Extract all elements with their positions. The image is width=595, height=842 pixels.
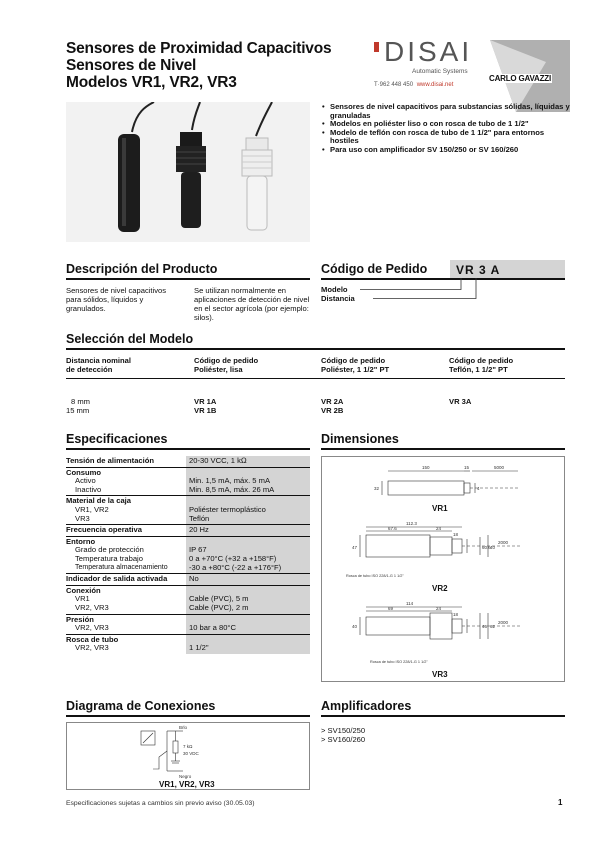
dim-vr3-total: 114	[406, 601, 414, 606]
sensor-photo-illustration	[66, 102, 310, 242]
dim-vr2-thread-len: 24	[436, 526, 442, 531]
product-description-heading: Descripción del Producto	[66, 262, 218, 276]
spec-label-line: VR2, VR3	[75, 623, 109, 633]
spec-label-line: Rosca de tubo	[66, 634, 119, 644]
selection-header-rule	[66, 378, 565, 379]
table-cell: VR 2A	[321, 397, 344, 406]
spec-value-line: 1 1/2"	[189, 643, 209, 653]
connection-diagram-heading: Diagrama de Conexiones	[66, 699, 216, 713]
dim-vr2-thread-note: Rosca de tubo ISO 228/1-G 1 1/2"	[346, 574, 404, 578]
spec-value	[186, 634, 310, 654]
spec-label-line: Conexión	[66, 585, 101, 595]
spec-label-line: Inactivo	[75, 484, 102, 494]
spec-label-line: Consumo	[66, 467, 102, 477]
header-line: Teflón, 1 1/2" PT	[449, 364, 508, 374]
resistor-label: 7 kΩ	[183, 744, 193, 749]
dim-caption-vr1: VR1	[432, 504, 448, 513]
dim-vr3-body: 69	[388, 606, 394, 611]
spec-label	[66, 585, 186, 614]
section-rule	[66, 348, 565, 350]
spec-label-line: VR2, VR3	[75, 643, 109, 653]
spec-row	[66, 614, 310, 634]
spec-label-line: Grado de protección	[75, 545, 144, 555]
title-line-2: Sensores de Nivel	[66, 57, 197, 74]
spec-value	[186, 456, 310, 467]
connection-caption: VR1, VR2, VR3	[159, 780, 215, 789]
spec-row	[66, 536, 310, 573]
section-rule	[321, 715, 565, 717]
dim-vr3-outer-diameter: 62	[490, 624, 496, 629]
specifications-heading: Especificaciones	[66, 432, 168, 446]
table-cell: 15 mm	[66, 405, 90, 415]
dimensions-drawing-box	[321, 456, 565, 682]
spec-label-line: Frecuencia operativa	[66, 525, 142, 535]
dim-vr2-cap: 18	[453, 532, 459, 537]
spec-label-line: Tensión de alimentación	[66, 456, 155, 465]
spec-value-line: -30 a +80°C (-22 a +176°F)	[189, 562, 282, 572]
amplifier-list	[321, 726, 365, 744]
dim-caption-vr3: VR3	[432, 670, 448, 679]
selection-header-polyester-thread	[321, 357, 389, 374]
spec-label	[66, 536, 186, 573]
dim-vr2-total: 112.3	[406, 521, 417, 526]
amplifier-item: > SV160/260	[321, 735, 366, 744]
wire-brown-label: Brlo	[179, 725, 188, 730]
spec-row	[66, 574, 310, 586]
spec-value-line: Min. 8,5 mA, máx. 26 mA	[189, 484, 275, 494]
dim-caption-vr2: VR2	[432, 584, 448, 593]
title-line-1: Sensores de Proximidad Capacitivos	[66, 40, 332, 57]
spec-label	[66, 467, 186, 496]
spec-value	[186, 574, 310, 586]
footer-note: Especificaciones sujetas a cambios sin previo aviso (30.05.03)	[66, 800, 255, 807]
spec-value-line: IP 67	[189, 545, 207, 555]
spec-label-line: Presión	[66, 614, 94, 624]
spec-label	[66, 574, 186, 586]
feature-item: • Modelo de teflón con rosca de tubo de 1 1/2" para entornos hostiles	[322, 129, 572, 146]
table-cell: VR 1B	[194, 405, 217, 415]
dim-vr2-outer-diameter: 40	[490, 545, 496, 550]
feature-list	[322, 103, 572, 155]
header-line: Código de pedido	[194, 356, 259, 365]
dim-vr2-thread-diameter: 60.6	[482, 545, 491, 550]
disai-logo-text: DISAI	[384, 36, 473, 67]
selection-header-polyester-smooth	[194, 357, 258, 374]
dimensions-heading: Dimensiones	[321, 432, 399, 446]
model-selection-heading: Selección del Modelo	[66, 332, 194, 346]
spec-table	[66, 456, 310, 654]
wire-black-label: Negro	[179, 774, 192, 779]
spec-value-line: Cable (PVC), 2 m	[189, 602, 249, 612]
spec-value	[186, 467, 310, 496]
header-line: Poliéster, 1 1/2" PT	[321, 364, 390, 374]
dim-vr3-cable: 2000	[498, 620, 509, 625]
feature-item: • Para uso con amplificador SV 150/250 or SV 160/260	[322, 146, 572, 155]
product-photo	[66, 102, 310, 242]
spec-value	[186, 525, 310, 537]
spec-label-line: VR1	[75, 594, 90, 604]
header-line: Código de pedido	[321, 356, 386, 365]
spec-label	[66, 456, 186, 467]
document-title	[66, 40, 331, 91]
spec-label-line: VR1, VR2	[75, 504, 109, 514]
header-line: de detección	[66, 364, 113, 374]
spec-row	[66, 525, 310, 537]
dim-vr3-cap: 18	[453, 612, 459, 617]
table-cell: VR 1A	[194, 397, 217, 406]
carlo-gavazzi-text: CARLO GAVAZZI	[489, 74, 551, 83]
selection-col-vr1	[194, 398, 216, 415]
spec-row	[66, 467, 310, 496]
spec-value-line: 20 Hz	[189, 525, 209, 535]
spec-value-line: 0 a +70°C (+32 a +158°F)	[189, 553, 277, 563]
disai-web: www.disai.net	[416, 82, 454, 88]
spec-value-line: 20-30 VCC, 1 kΩ	[189, 456, 247, 465]
dim-vr3-thread-note: Rosca de tubo ISO 228/1-G 1 1/2"	[370, 660, 428, 664]
spec-value	[186, 585, 310, 614]
spec-value-line: Teflón	[189, 513, 210, 523]
product-description-col1: Sensores de nivel capacitivos para sólidos, líquidos y granulados.	[66, 286, 167, 313]
spec-label-line: VR2, VR3	[75, 602, 109, 612]
voltage-label: 30 VDC	[183, 751, 199, 756]
selection-header-distance	[66, 357, 131, 374]
spec-label	[66, 614, 186, 634]
selection-col-vr3	[449, 398, 471, 407]
dim-vr1-cable-diameter: 4	[477, 486, 480, 491]
order-label-model: Modelo	[321, 285, 348, 294]
disai-phone: T·962 448 450	[374, 82, 414, 88]
amplifiers-heading: Amplificadores	[321, 699, 412, 713]
dim-vr1-cap: 15	[464, 465, 470, 470]
feature-item: • Modelos en poliéster liso o con rosca de tubo de 1 1/2"	[322, 120, 572, 129]
spec-value-line: 10 bar a 80°C	[189, 623, 236, 633]
title-line-3: Modelos VR1, VR2, VR3	[66, 74, 237, 91]
order-code-leader-lines	[345, 278, 505, 308]
spec-value	[186, 536, 310, 573]
section-rule	[321, 448, 565, 450]
order-code-box: VR 3 A	[450, 260, 565, 279]
spec-label	[66, 496, 186, 525]
section-rule	[66, 715, 310, 717]
selection-header-teflon-thread	[449, 357, 513, 374]
product-description-col2: Se utilizan normalmente en aplicaciones de detección de nivel en el sector agrícola (por ejemplo: silos).	[194, 286, 310, 322]
dim-vr3-thread-len: 24	[436, 606, 442, 611]
section-rule	[66, 448, 310, 450]
spec-value	[186, 496, 310, 525]
spec-label	[66, 525, 186, 537]
dim-vr3-thread-diameter: 46	[482, 624, 488, 629]
disai-logo-mark	[374, 42, 379, 52]
spec-value-line: Min. 1,5 mA, máx. 5 mA	[189, 476, 271, 486]
spec-row	[66, 496, 310, 525]
spec-label-line: Material de la caja	[66, 496, 132, 506]
header-line: Código de pedido	[449, 356, 514, 365]
selection-col-vr2	[321, 398, 343, 415]
section-rule	[66, 278, 310, 280]
order-label-distance: Distancia	[321, 294, 355, 303]
amplifier-item: > SV150/250	[321, 726, 366, 735]
spec-value-line	[189, 538, 310, 547]
resistor-symbol	[173, 741, 178, 753]
spec-row	[66, 634, 310, 654]
selection-row-distance	[66, 398, 166, 415]
disai-contact	[374, 82, 453, 88]
dimensions-drawing	[322, 457, 566, 683]
spec-row	[66, 585, 310, 614]
spec-label-line: Entorno	[66, 536, 96, 546]
dim-vr1-cable: 5000	[494, 465, 505, 470]
connection-diagram	[67, 723, 311, 791]
header-line: Distancia nominal	[66, 356, 131, 365]
spec-value	[186, 614, 310, 634]
spec-value-line: Poliéster termoplástico	[189, 504, 266, 514]
dim-vr2-diameter: 47	[352, 545, 358, 550]
spec-value-line: Cable (PVC), 5 m	[189, 594, 249, 604]
table-cell: VR 3A	[449, 397, 472, 406]
header-line: Poliéster, lisa	[194, 364, 243, 374]
spec-row	[66, 456, 310, 467]
specifications-table	[66, 456, 310, 654]
spec-label-line: Temperatura trabajo	[75, 553, 143, 563]
dim-vr1-length: 150	[422, 465, 430, 470]
order-code-heading: Código de Pedido	[321, 262, 428, 276]
spec-label-line: Temperatura almacenamiento	[75, 563, 168, 571]
spec-label-line: Activo	[75, 476, 96, 486]
dim-vr2-cable: 2000	[498, 540, 509, 545]
table-cell: VR 2B	[321, 405, 344, 415]
dim-vr2-body: 67.6	[388, 526, 397, 531]
spec-label-line: Indicador de salida activada	[66, 574, 168, 584]
table-cell: 8 mm	[71, 397, 90, 406]
connection-diagram-box	[66, 722, 310, 790]
spec-value-line: No	[189, 574, 199, 584]
page-number: 1	[558, 798, 563, 807]
dim-vr3-diameter: 40	[352, 624, 358, 629]
dim-vr1-diameter: 32	[374, 486, 380, 491]
spec-label-line: VR3	[75, 513, 90, 523]
feature-item: • Sensores de nivel capacitivos para substancias sólidas, líquidas y granuladas	[322, 103, 572, 120]
spec-label	[66, 634, 186, 654]
disai-subtitle: Automatic Systems	[412, 68, 468, 75]
